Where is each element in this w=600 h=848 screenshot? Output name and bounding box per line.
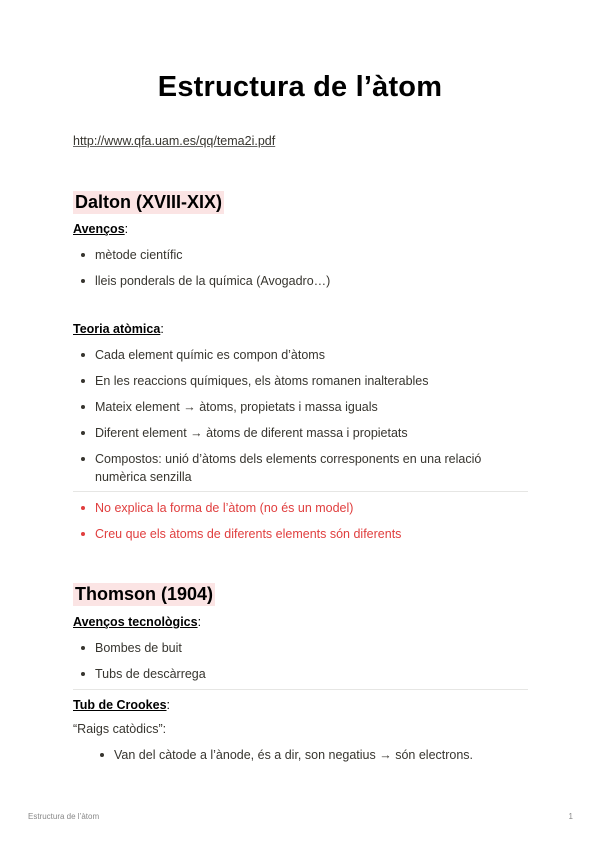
list-item: Bombes de buit bbox=[73, 639, 528, 657]
crookes-label: Tub de Crookes: bbox=[73, 698, 171, 712]
thomson-avencos-list bbox=[73, 639, 528, 683]
raigs-catodics-text: “Raigs catòdics”: bbox=[73, 722, 167, 736]
list-item: En les reaccions químiques, els àtoms romanen inalterables bbox=[73, 372, 528, 390]
list-item: Compostos: unió d’àtoms dels elements corresponents en una relació numèrica senzilla bbox=[73, 450, 528, 486]
reference-link[interactable]: http://www.qfa.uam.es/qq/tema2i.pdf bbox=[73, 134, 276, 148]
page-title: Estructura de l’àtom bbox=[157, 71, 443, 103]
teoria-atomica-label: Teoria atòmica: bbox=[73, 322, 164, 336]
list-item: Mateix element → àtoms, propietats i massa iguals bbox=[73, 398, 528, 416]
page-number: 1 bbox=[568, 812, 573, 821]
thomson-heading: Thomson (1904) bbox=[75, 584, 214, 604]
list-item: Tubs de descàrrega bbox=[73, 665, 528, 683]
dalton-avencos-label: Avenços: bbox=[73, 222, 129, 236]
dalton-heading: Dalton (XVIII-XIX) bbox=[75, 192, 223, 212]
list-item: Van del càtode a l’ànode, és a dir, son negatius → són electrons. bbox=[92, 746, 528, 764]
footer-title: Estructura de l’àtom bbox=[28, 812, 100, 821]
thomson-avencos-label: Avenços tecnològics: bbox=[73, 615, 202, 629]
divider bbox=[73, 491, 528, 492]
avencos-tecnologics-label-text: Avenços tecnològics bbox=[73, 615, 198, 629]
teoria-atomica-list bbox=[73, 346, 528, 486]
raigs-list bbox=[92, 746, 528, 764]
avencos-label-text: Avenços bbox=[73, 222, 125, 236]
crookes-label-text: Tub de Crookes bbox=[73, 698, 167, 712]
criticism-item: No explica la forma de l’àtom (no és un model) bbox=[73, 499, 528, 517]
teoria-label-text: Teoria atòmica bbox=[73, 322, 161, 336]
dalton-heading-block bbox=[73, 191, 528, 214]
list-item: mètode científic bbox=[73, 246, 528, 264]
dalton-criticism-list bbox=[73, 499, 528, 543]
list-item: Diferent element → àtoms de diferent massa i propietats bbox=[73, 424, 528, 442]
thomson-heading-block bbox=[73, 583, 528, 606]
dalton-avencos-list bbox=[73, 246, 528, 290]
list-item: Cada element químic es compon d’àtoms bbox=[73, 346, 528, 364]
divider bbox=[73, 689, 528, 690]
list-item: lleis ponderals de la química (Avogadro…) bbox=[73, 272, 528, 290]
criticism-item: Creu que els àtoms de diferents elements són diferents bbox=[73, 525, 528, 543]
